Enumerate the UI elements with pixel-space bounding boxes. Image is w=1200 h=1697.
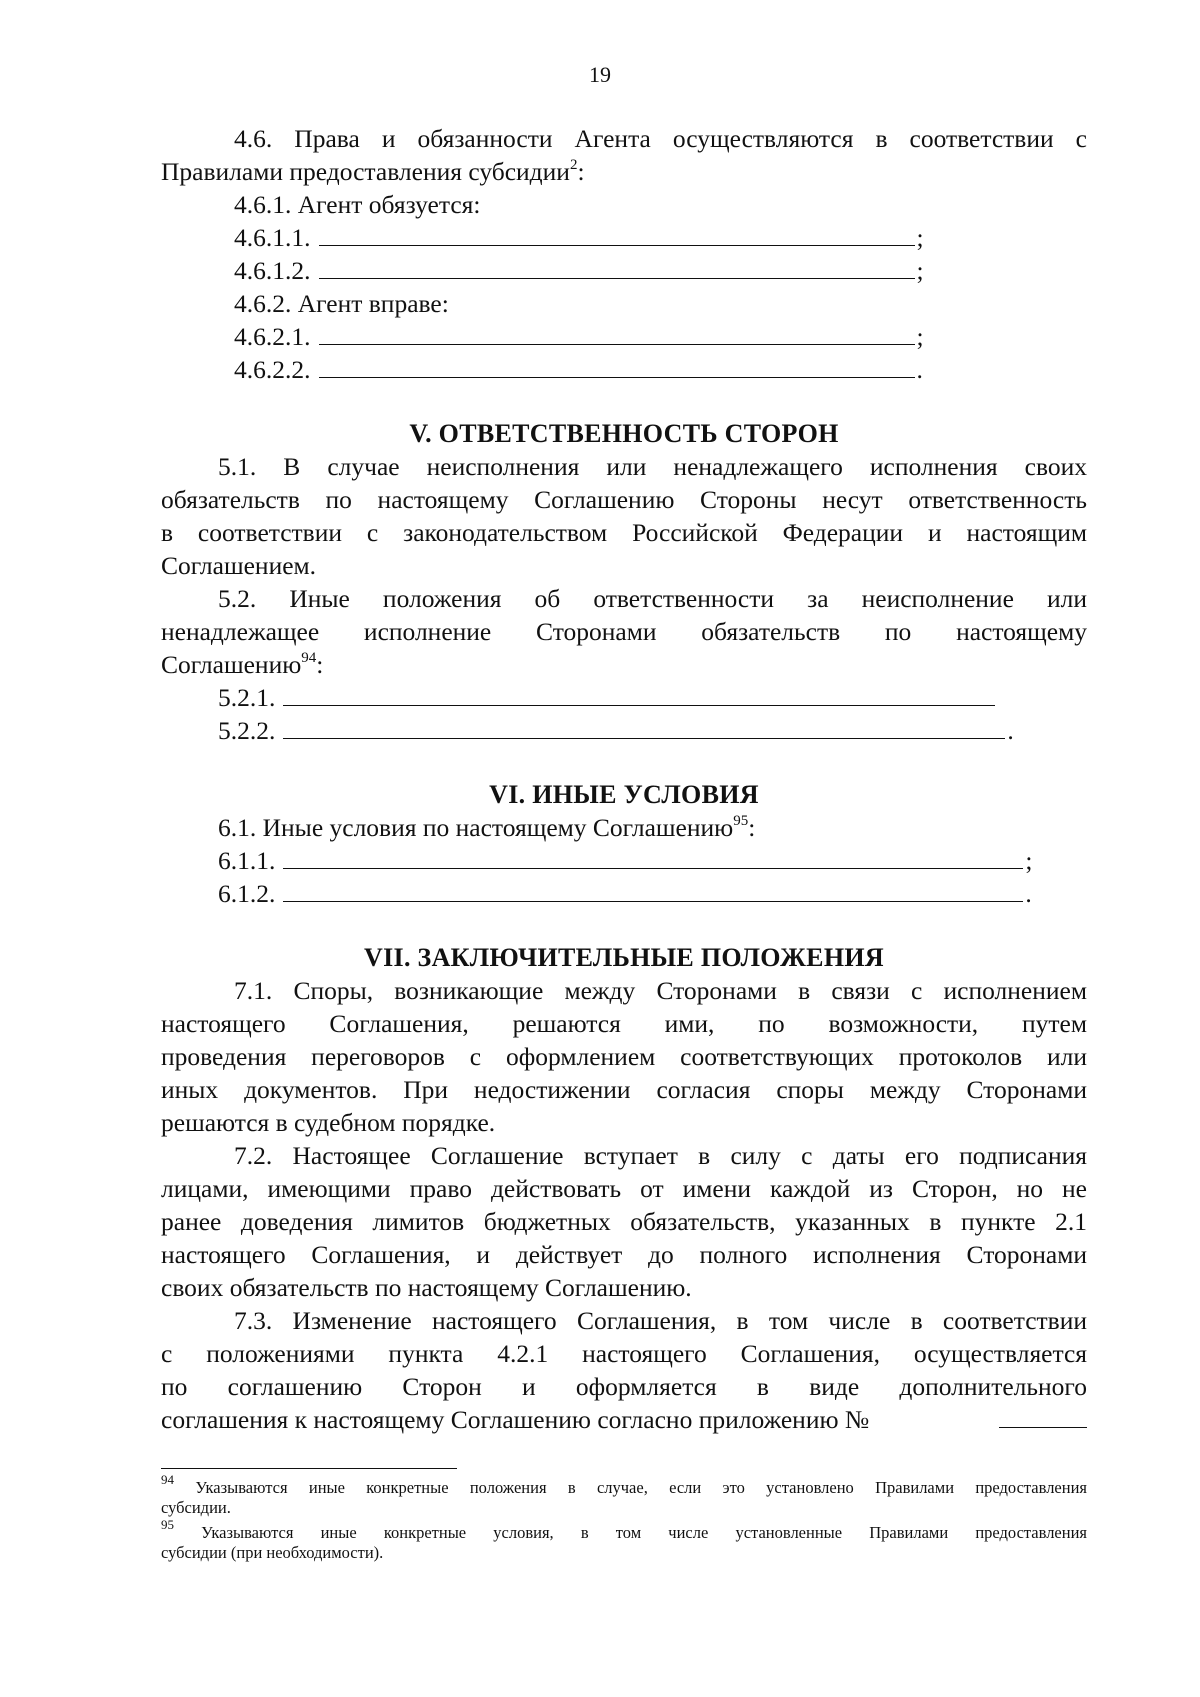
clause-7-1-line-3: проведения переговоров с оформлением соответствующих протоколов или xyxy=(161,1042,1087,1071)
fill-in-line xyxy=(283,683,995,706)
clause-7-1-line-4: иных документов. При недостижении согласия споры между Сторонами xyxy=(161,1075,1087,1104)
clause-4-6-line-2: Правилами предоставления субсидии$^2$: xyxy=(161,156,585,186)
section-7-title: VII. ЗАКЛЮЧИТЕЛЬНЫЕ ПОЛОЖЕНИЯ xyxy=(364,943,884,972)
clause-4-6-1-2: 4.6.1.2. ; xyxy=(234,256,924,285)
clause-7-3-line-3: по соглашению Сторон и оформляется в виде дополнительного xyxy=(161,1372,1087,1401)
clause-7-2-line-4: настоящего Соглашения, и действует до полного исполнения Сторонами xyxy=(161,1240,1087,1269)
clause-7-3-line-1: 7.3. Изменение настоящего Соглашения, в том числе в соответствии xyxy=(234,1306,1087,1335)
clause-4-6-2: 4.6.2. Агент вправе: xyxy=(234,289,449,318)
footnote-number-94: 94 xyxy=(161,1471,174,1487)
fill-in-line xyxy=(283,716,1005,739)
footnote-ref-2: 2 xyxy=(569,156,578,173)
section-5-title: V. ОТВЕТСТВЕННОСТЬ СТОРОН xyxy=(409,419,839,448)
clause-7-2-line-2: лицами, имеющими право действовать от имени каждой из Сторон, но не xyxy=(161,1174,1087,1203)
clause-7-3-line-4: соглашения к настоящему Соглашению согласно приложению № xyxy=(161,1403,1087,1436)
page-number: 19 xyxy=(589,62,611,87)
footnote-94: $^{94}$ Указываются иные конкретные положения в случае, если это установлено Правилами предоставления субсидии. xyxy=(161,1471,1088,1517)
clause-4-6-1-1: 4.6.1.1. ; xyxy=(234,223,924,252)
footnote-95: $^{95}$ Указываются иные конкретные условия, в том числе установленные Правилами предоставления субсидии (при необходимости). xyxy=(161,1516,1088,1562)
appendix-number-blank xyxy=(999,1407,1087,1428)
clause-4-6-2-1: 4.6.2.1. ; xyxy=(234,322,924,351)
clause-7-2-line-5: своих обязательств по настоящему Соглашению. xyxy=(161,1273,692,1302)
clause-6-1: 6.1. Иные условия по настоящему Соглашению$^{95}$: xyxy=(218,812,756,842)
clause-7-1-line-1: 7.1. Споры, возникающие между Сторонами в связи с исполнением xyxy=(234,976,1087,1005)
clause-5-1-line-1: 5.1. В случае неисполнения или ненадлежащего исполнения своих xyxy=(218,452,1087,481)
fill-in-line xyxy=(283,846,1023,869)
clause-5-2-1: 5.2.1. xyxy=(161,681,1087,714)
footnote-number-95: 95 xyxy=(161,1516,174,1532)
clause-5-2-2: 5.2.2. . xyxy=(218,716,1014,745)
fill-in-line xyxy=(319,256,915,279)
clause-7-2-line-1: 7.2. Настоящее Соглашение вступает в силу с даты его подписания xyxy=(234,1141,1087,1170)
clause-5-1-line-2: обязательств по настоящему Соглашению Стороны несут ответственность xyxy=(161,485,1087,514)
fill-in-line xyxy=(319,322,915,345)
clause-4-6-1: 4.6.1. Агент обязуется: xyxy=(234,190,481,219)
fill-in-line xyxy=(283,879,1023,902)
document-body xyxy=(161,122,1087,1436)
clause-5-1-line-4: Соглашением. xyxy=(161,551,317,580)
clause-5-2-line-3: Соглашению$^{94}$: xyxy=(161,649,324,679)
footnote-ref-95: 95 xyxy=(733,812,749,829)
clause-7-2-line-3: ранее доведения лимитов бюджетных обязательств, указанных в пункте 2.1 xyxy=(161,1207,1087,1236)
fill-in-line xyxy=(319,355,915,378)
fill-in-line xyxy=(319,223,915,246)
clause-5-2-line-1: 5.2. Иные положения об ответственности за неисполнение или xyxy=(218,584,1087,613)
clause-4-6-line-1: 4.6. Права и обязанности Агента осуществляются в соответствии с xyxy=(234,124,1087,153)
clause-5-1-line-3: в соответствии с законодательством Российской Федерации и настоящим xyxy=(161,518,1087,547)
clause-6-1-2: 6.1.2. . xyxy=(218,879,1032,908)
clause-7-1-line-5: решаются в судебном порядке. xyxy=(161,1108,496,1137)
clause-4-6-2-2: 4.6.2.2. . xyxy=(234,355,923,384)
clause-5-2-line-2: ненадлежащее исполнение Сторонами обязательств по настоящему xyxy=(161,617,1087,646)
section-6-title: VI. ИНЫЕ УСЛОВИЯ xyxy=(489,780,759,809)
footnote-separator xyxy=(161,1468,457,1469)
clause-7-1-line-2: настоящего Соглашения, решаются ими, по возможности, путем xyxy=(161,1009,1087,1038)
clause-7-3-line-2: с положениями пункта 4.2.1 настоящего Соглашения, осуществляется xyxy=(161,1339,1087,1368)
clause-6-1-1: 6.1.1. ; xyxy=(218,846,1033,875)
footnote-ref-94: 94 xyxy=(301,649,317,666)
